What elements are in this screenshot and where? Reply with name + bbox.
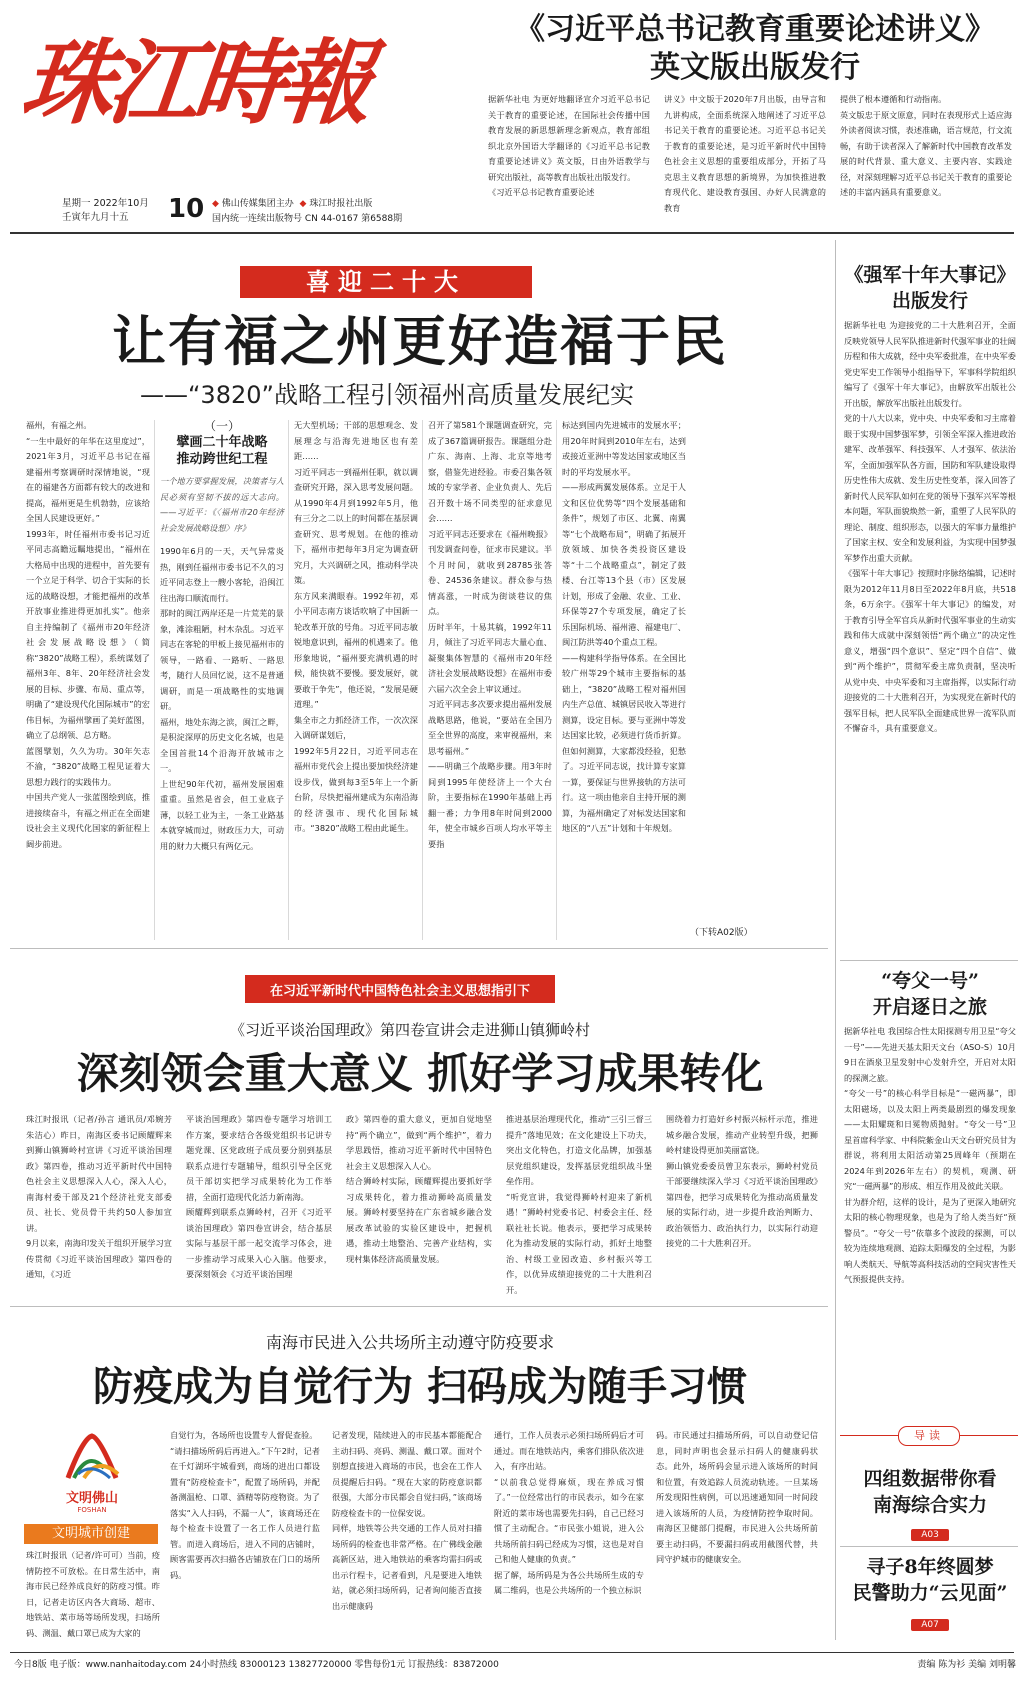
story3-col-4: 通行，工作人员表示必须扫场所码后才可通过。而在地铁站内，乘客们排队依次进入，有序出站。 “以前我总觉得麻烦，现在养成习惯了。”一位经常出行的市民表示，如今在家附近的菜市场也需要先扫码，自己已经习惯了主动配合。“市民张小姐说，进入公共场所前扫码已经成为习惯，这也是对自己和他人健康的负责。” 据了解，场所码是为各公共场所生成的专属二维码，也是公共场所的一个独立标识 xyxy=(494,1430,644,1595)
story2-col-4: 推进基层治理现代化，推动“三引三督三提升”落地见效；在文化建设上下功夫，突出文化特色，打造文化品牌，加强基层党组织建设，发挥基层党组织战斗堡垒作用。 “听党宣讲，我觉得狮岭村迎来了新机遇！”狮岭村党委书记、村委会主任、经联社社长说。他表示，要把学习成果转化为推动发展的实际行动，抓好土地整治、村级工业园改造、乡村振兴等工作，以优异成绩迎接党的二十大胜利召开。 xyxy=(506,1114,652,1295)
issue-date xyxy=(62,197,149,225)
story2-banner xyxy=(245,975,555,1003)
story3-col-1: 珠江时报讯（记者/许可可）当前，疫情防控不可放松。在日常生活中，南海市民已经养成良好的防疫习惯。昨日，记者走访区内各大商场、超市、地铁站、菜市场等场所发现，扫场所码、测温、戴口罩已成为大家的 xyxy=(26,1550,160,1638)
civilized-city-logo xyxy=(28,1428,156,1524)
publication-number: 国内统一连续出版物号 CN 44-0167 第6588期 xyxy=(212,214,403,224)
continue-note: （下转A02版） xyxy=(690,928,753,938)
sidebar-separator xyxy=(835,240,836,1640)
top-story-col-2: 讲义》中文版于2020年7月出版，由导言和九讲构成，全面系统深入地阐述了习近平总书记关于教育的重要论述。习近平总书记关于教育的重要论述，是习近平新时代中国特色社会主义思想的重要组成部分，开拓了马克思主义教育思想的新境界，为加快推进教育现代化、建设教育强国、办好人民满意的教育 xyxy=(664,94,826,213)
section-divider xyxy=(10,1306,828,1307)
civilized-city-banner: 文明城市创建 xyxy=(24,1524,158,1544)
story2-kicker: 《习近平谈治国理政》第四卷宣讲会走进狮山镇狮岭村 xyxy=(229,1021,590,1039)
logo-subtitle: FOSHAN xyxy=(77,1506,107,1514)
column-separator xyxy=(154,420,155,940)
masthead-divider xyxy=(10,232,1014,234)
guide-divider xyxy=(840,1546,1018,1547)
guide-item-1-title-1: 四组数据带你看 xyxy=(863,1468,997,1490)
sidebar-story2-title-2: 开启逐日之旅 xyxy=(872,996,987,1018)
story2-col-3: 政》第四卷的重大意义，更加自觉地坚持“两个确立”，做到“两个维护”，着力学思践悟，推动习近平新时代中国特色社会主义思想深入人心。 结合狮岭村实际，顾耀辉提出要抓好学习成果转化，着力推动狮岭高质量发展。狮岭村要坚持在广东省城乡融合发展改革试验的实验区建设中，把握机遇，推动土地整治、完善产业结构，实现村集体经济高质量发展。 xyxy=(346,1114,492,1264)
story3-headline: 防疫成为自觉行为 扫码成为随手习惯 xyxy=(93,1363,747,1410)
page-ref-badge[interactable]: A07 xyxy=(911,1619,949,1631)
publisher-group: 佛山传媒集团主办 xyxy=(221,199,294,209)
feature-col-5: 标达到国内先进城市的发展水平；用20年时间到2010年左右，达到或接近亚洲中等发达国家或地区当时的平均发展水平。 ——形成两翼发展体系。立足于人文和区位优势等“四个发展基础和条件”，规划了市区、北翼、南翼等“七个战略布局”，明确了拓展开放领域、加快各类投资区建设等“十二个战略重点”，制定了鼓楼、台江等13个县（市）区发展计划，形成了金融、农业、工业、环保等27个专项发展，确定了长乐国际机场、福州港、福建电厂、闽江防洪等40个重点工程。 ——构建科学指导体系。在全国比较广州等29个城市主要指标的基础上，“3820”战略工程对福州国内生产总值、城镇居民收入等进行测算，设定目标。要与亚洲中等发达国家比较，必须进行货币折算。但如何测算，大家都没经验，犯愁了。习近平同志说，找计算专家算一算，要保证与世界接轨的方法可行。这一项由他亲自主持开展的测算，为福州确定了对标发达国家和地区的“八五”计划和十年规划。 xyxy=(562,420,686,833)
guide-item-1-page[interactable] xyxy=(842,1522,1018,1541)
publisher-info xyxy=(212,197,402,227)
column-separator xyxy=(288,420,289,940)
logo-graphic-icon xyxy=(28,1428,156,1488)
story2-col-2: 平谈治国理政》第四卷专题学习培训工作方案，要求结合各级党组织书记讲专题党课、区党政班子成员要分别到基层联系点进行专题辅导，组织引导全区党员干部切实把学习成果转化为工作举措，全面打造现代化活力新南海。 顾耀辉到联系点狮岭村，召开《习近平谈治国理政》第四卷宣讲会，结合基层实际与基层干部一起交流学习体会，进一步推动学习成果入心入脑。他要求，要深刻领会《习近平谈治国理 xyxy=(186,1114,332,1279)
story3-col-2: 自觉行为，各场所也设置专人督促查验。 “请扫描场所码后再进入。”下午2时，记者在千灯湖环宇城看到，商场的进出口都设置有“防疫检查卡”，配置了场所码，并配备测温枪、口罩、酒精等防疫物资。为了落实“入人扫码，不漏一人”，该商场还在每个检查卡设置了一名工作人员进行监管。而进入商场后，进入不同的店铺时，顾客需要再次扫描各店铺放在门口的场所码。 xyxy=(170,1430,320,1580)
publisher-paper: 珠江时报社出版 xyxy=(309,199,373,209)
feature-col-1: 福州，有福之州。 “一生中最好的年华在这里度过”，2021年3月，习近平总书记在福建福州考察调研时深情地说，“现在的福建各方面都有较大的改进和提高，福州更是生机勃勃，应该给全国人民建设更好。” 1993年，时任福州市委书记习近平同志高瞻远瞩地提出，“福州在大格局中出现的进程中，首先要有一个立足于科学、切合于实际的长远的战略设想，才能把福州的改革开放事业推进得更加扎实”。他亲自主持编制了《福州市20年经济社会发展战略设想》（简称“3820”战略工程），系统谋划了福州3年、8年、20年经济社会发展的目标、步骤、布局、重点等，明确了“建设现代化国际城市”的宏伟目标，为福州擘画了美好蓝图，确立了总纲领、总方略。 蓝图擘划，久久为功。30年矢志不渝，“3820”战略工程见证着大思想力践行的实践伟力。 中国共产党人一张蓝图绘到底，推进接续奋斗，有福之州正在全面建设社会主义现代化国家的新征程上阔步前进。 xyxy=(26,420,150,849)
feature-banner: 喜迎二十大 xyxy=(240,266,532,298)
story3-kicker: 南海市民进入公共场所主动遵守防疫要求 xyxy=(265,1333,554,1352)
section-divider xyxy=(10,948,828,949)
top-story-headline-2: 英文版出版发行 xyxy=(650,50,860,85)
guide-item-1-title-2: 南海综合实力 xyxy=(872,1494,987,1516)
sidebar-story2-body: 据新华社电 我国综合性太阳探测专用卫星“夸父一号”——先进天基太阳天文台（ASO-S）10月9日在酒泉卫星发射中心发射升空，开启对太阳的探测之旅。 “夸父一号”的核心科学目标是“一磁两暴”，即太阳磁场，以及太阳上两类最剧烈的爆发现象——太阳耀斑和日冕物质抛射。“夸父一号”卫星首席科学家、中科院紫金山天文台研究员甘为群说，将利用太阳活动第25周峰年（预期在2024年到2026年左右）的契机，观测、研究“一磁两暴”的形成、相互作用及彼此关联。 甘为群介绍，这样的设计，是为了更深入地研究太阳的核心物理现象，也是为了给人类当好“预警员”。“夸父一号”依靠多个波段的探测，可以较为连续地观测、追踪太阳爆发的全过程，为影响人类航天、导航等高科技活动的空间灾害性天气预报提供支持。 xyxy=(844,1026,1016,1284)
guide-item-2-page[interactable] xyxy=(842,1612,1018,1631)
sidebar-story1-title-2: 出版发行 xyxy=(891,290,968,312)
date-line: 星期一 2022年10月 xyxy=(62,198,149,209)
section-title-1: 擘画二十年战略 xyxy=(176,435,268,450)
footer-editors: 责编 陈为衫 美编 刘明馨 xyxy=(917,1660,1016,1670)
story3-col-5: 码。市民通过扫描场所码，可以自动登记信息，同时声明也会显示扫码人的健康码状态。此外，场所码会显示进入该场所的时间和位置，有效追踪人员流动轨迹。一旦某场所发现阳性病例，可以迅速通知同一时间段进入该场所的人员，为疫情防控争取时间。南海区卫健部门提醒，市民进入公共场所前要主动扫码，不要漏扫码或用截图代替，共同守护城市的健康安全。 xyxy=(656,1430,818,1564)
column-separator xyxy=(422,420,423,940)
publisher-icon: ◆ xyxy=(212,199,219,209)
feature-col-2 xyxy=(160,418,284,938)
column-separator xyxy=(556,420,557,940)
story2-col-1: 珠江时报讯（记者/孙言 通讯员/邓婉芳 朱洁心）昨日，南海区委书记顾耀辉来到狮山镇狮岭村宣讲《习近平谈治国理政》第四卷，推动习近平新时代中国特色社会主义思想深入人心，深入人心，南海村委干部及21个经济社党支部委员、社长、党员骨干共约50人参加宣讲。 9月以来，南海印发关于组织开展学习宣传贯彻《习近平谈治国理政》第四卷的通知，《习近 xyxy=(26,1114,172,1279)
newspaper-logo: 珠江時報 xyxy=(16,29,372,137)
section-body: 1990年6月的一天，天气异常炎热，刚到任福州市委书记不久的习近平同志登上一艘小客轮，沿闽江往出海口顺流而行。 那时的闽江两岸还是一片荒芜的景象，滩涂粗陋，村木杂乱。习近平同志在客轮的甲板上接见福州市的领导，一路看、一路听、一路思考，随行人员回忆说，这不是普通调研，而是一项战略性的实地调研。 福州，地处东海之滨，闽江之畔，是积淀深厚的历史文化名城，也是全国首批14个沿海开放城市之一。 上世纪90年代初，福州发展困难重重。虽然是省会，但工业底子薄，以轻工业为主，一条工业路基本就穿城而过，财政压力大，可动用的财力大概只有两亿元。 xyxy=(160,546,284,851)
section-number: （一） xyxy=(203,419,240,433)
day-number: 10 xyxy=(168,194,205,224)
lunar-date-line: 壬寅年九月十五 xyxy=(62,212,129,223)
sidebar-divider xyxy=(840,960,1018,961)
sidebar-story1-title-1: 《强军十年大事记》 xyxy=(844,264,1016,286)
section-quote: 一个地方要掌握发展，决策者与人民必须有坚韧不拔的远大志向。——习近平：《〈福州市20年经济社会发展战略设想〉序》 xyxy=(160,476,284,533)
story2-col-5: 围绕着力打造好乡村振兴标杆示范，推进城乡融合发展，推动产业转型升级，把狮岭村建设得更加美丽富饶。 狮山镇党委委员曾卫东表示，狮岭村党员干部要继续深入学习《习近平谈治国理政》第四卷，把学习成果转化为推动高质量发展的实际行动，进一步提升政治判断力、政治领悟力、政治执行力，以实际行动迎接党的二十大胜利召开。 xyxy=(666,1114,818,1248)
guide-item-2-title-2: 民警助力“云见面” xyxy=(852,1582,1008,1604)
page-ref-badge[interactable]: A03 xyxy=(911,1529,949,1541)
feature-headline: 让有福之州更好造福于民 xyxy=(112,309,728,373)
logo-title: 文明佛山 xyxy=(65,1491,118,1506)
footer-info: 今日8版 电子版：www.nanhaitoday.com 24小时热线 83000123 13827720000 零售每份1元 订报热线：83872000 xyxy=(14,1660,499,1670)
top-story-col-1: 据新华社电 为更好地翻译宣介习近平总书记关于教育的重要论述，在国际社会传播中国教育发展的新思想新理念新观点，教育部组织北京外国语大学翻译的《习近平总书记教育重要论述讲义》英文版，日由外语教学与研究出版社，高等教育出版社出版发行。 《习近平总书记教育重要论述 xyxy=(488,94,650,197)
sidebar-story1-body: 据新华社电 为迎接党的二十大胜利召开，全面反映党领导人民军队推进新时代强军事业的壮阔历程和伟大成就，经中央军委批准，在中央军委党史军史工作领导小组指导下，军事科学院组织编写了《强军十年大事记》，由解放军出版社公开出版，解放军出版社出版发行。 党的十八大以来，党中央、中央军委和习主席着眼于实现中国梦强军梦，引领全军深入推进政治建军、改革强军、科技强军、人才强军、依法治军，全面加强军队各方面，国防和军队建设取得历史性伟大成就、发生历史性变革，深入回答了新时代人民军队如何在党的领导下强军兴军等根本问题，军队面貌焕然一新，重塑了人民军队的理论、制度、组织形态，以强大的军事力量维护了国家主权、安全和发展利益，为实现中国梦强军梦作出重大贡献。 《强军十年大事记》按照时序脉络编辑，记述时限为2012年11月8日至2022年8月底，共518条，6万余字。《强军十年大事记》的编发，对于教育引导全军官兵从新时代强军事业的生动实践和伟大成就中深刻领悟“两个确立”的决定性意义，增强“四个意识”、坚定“四个自信”、做到“两个维护”，贯彻军委主席负责制，坚决听从党中央、中央军委和习主席指挥，以实际行动迎接党的二十大胜利召开，为实现党在新时代的强军目标，把人民军队全面建成世界一流军队而不懈奋斗，具有重要意义。 xyxy=(844,320,1016,733)
feature-subheadline: ——“3820”战略工程引领福州高质量发展纪实 xyxy=(140,381,634,409)
feature-col-3: 无大型机场；干部的思想观念、发展理念与沿海先进地区也有差距…… 习近平同志一到福州任职，就以调查研究开路，深入思考发展问题。从1990年4月到1992年5月，他有三分之二以上的时间都在基层调查研究、思考规划。在他的推动下，福州市把每年3月定为调查研究月，大兴调研之风，推动科学决策。 东方风来满眼春。1992年初，邓小平同志南方谈话吹响了中国新一轮改革开放的号角。习近平同志敏锐地意识到，福州的机遇来了。他形象地说，“福州要充满机遇的时候，能快就不要慢。要发展好，就要敢于争先”，他还说，“发展是硬道理。” 集全市之力抓经济工作，一次次深入调研谋划后， 1992年5月22日，习近平同志在福州市党代会上提出要加快经济建设步伐，做到每3至5年上一个新台阶，尽快把福州建成为东南沿海的经济强市、现代化国际城市。“3820”战略工程由此诞生。 xyxy=(294,420,418,833)
sidebar-story2-title-1: “夸父一号” xyxy=(881,970,979,992)
publisher-icon: ◆ xyxy=(299,199,307,209)
section-title-2: 推动跨世纪工程 xyxy=(176,452,268,467)
top-story-col-3: 提供了根本遵循和行动指南。 英文版忠于原文原意，同时在表现形式上适应海外读者阅读习惯，表述准确，语言规范，行文流畅，有助于读者深入了解新时代中国教育改革发展的时代背景、重大意义、主要内容、实践途径，对深刻理解习近平总书记关于教育的重要论述的丰富内涵具有重要意义。 xyxy=(840,94,1012,197)
footer-rule xyxy=(10,1652,1014,1653)
guide-item-2-title-1: 寻子8年终圆梦 xyxy=(866,1556,994,1578)
banner-text: 在习近平新时代中国特色社会主义思想指引下 xyxy=(269,983,530,999)
guide-label: 导读 xyxy=(898,1426,960,1446)
top-story-headline-1: 《习近平总书记教育重要论述讲义》 xyxy=(515,12,995,47)
story3-col-3: 记者发现，陆续进入的市民基本都能配合主动扫码、亮码、测温、戴口罩。面对个别想直接进入商场的市民，也会在工作人员提醒后扫码。“现在大家的防疫意识都很强，大部分市民都会自觉扫码，”该商场防疫检查卡的一位保安说。 同样，地铁等公共交通的工作人员对扫描场所码的检查也非常严格。在广佛线金融高新区站，进入地铁站的乘客均需扫码或出示行程卡，记者看到，凡是要进入地铁站，就必须扫场所码，记者询问能否直接出示健康码 xyxy=(332,1430,482,1611)
feature-col-4: 召开了第581个课题调查研究，完成了367篇调研报告。课题组分赴广东、海南、上海、北京等地考察，借鉴先进经验。市委召集各领域的专家学者、企业负责人、先后召开数十场不同类型的征求意见会…… 习近平同志还要求在《福州晚报》刊发调查问卷，征求市民建议。半个月时间，就收到28785张答卷、24536条建议。群众参与热情高涨，一时成为街谈巷议的焦点。 历时半年，十易其稿，1992年11月，倾注了习近平同志大量心血、凝聚集体智慧的《福州市20年经济社会发展战略设想》在福州市委六届六次全会上审议通过。 习近平同志多次要求提出福州发展战略思路，他说，“要站在全国乃至全世界的高度，来审视福州，来思考福州。” ——明确三个战略步骤。用3年时间到1995年使经济上一个大台阶，主要指标在1990年基础上再翻一番；力争用8年时间到2000年，使全市城乡百项人均水平等主要指 xyxy=(428,420,552,849)
story2-headline: 深刻领会重大意义 抓好学习成果转化 xyxy=(76,1049,764,1098)
